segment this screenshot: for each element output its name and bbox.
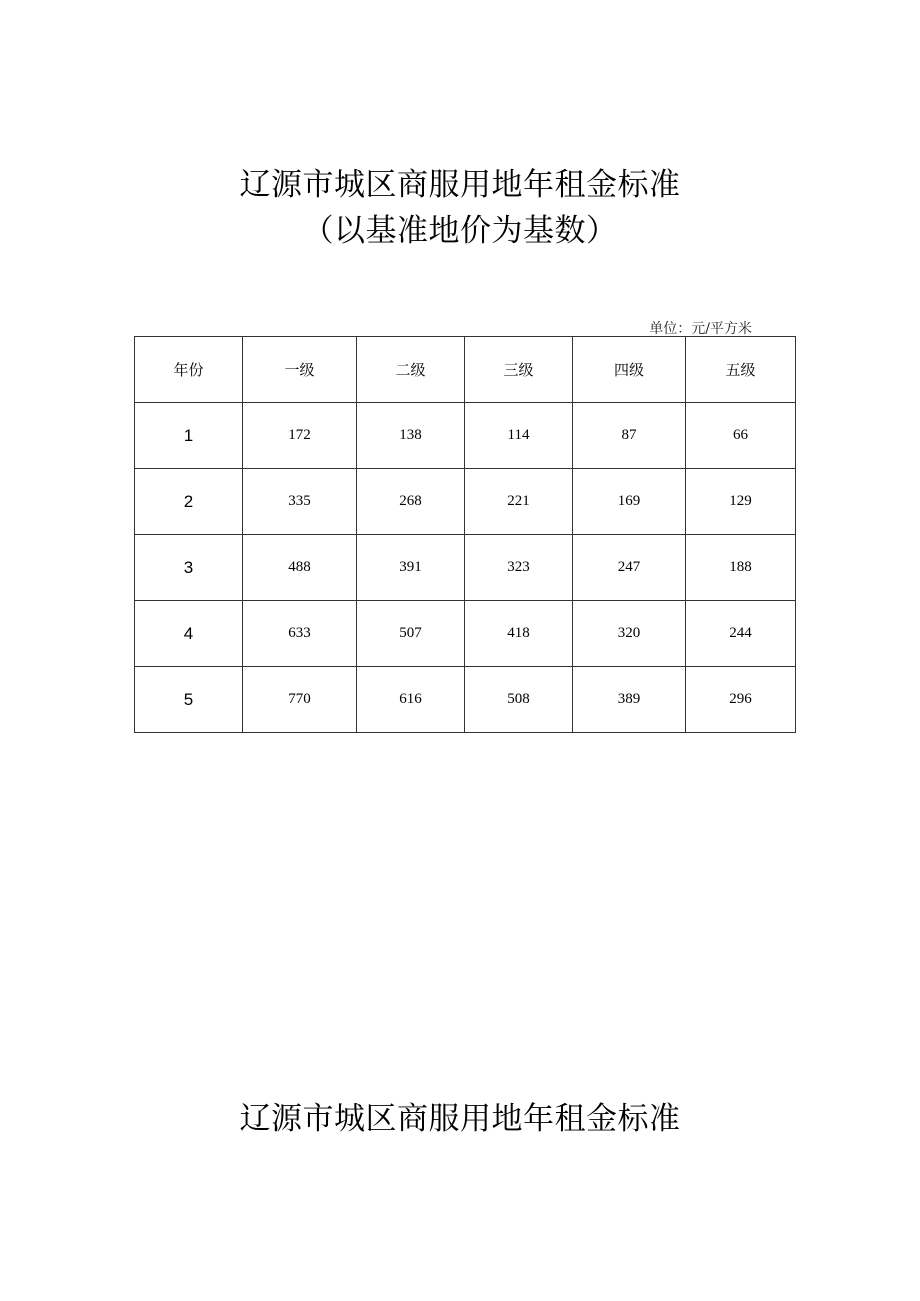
- value-cell: 129: [686, 469, 796, 535]
- header-grade-4: 四级: [573, 337, 686, 403]
- header-grade-3: 三级: [465, 337, 573, 403]
- value-cell: 244: [686, 601, 796, 667]
- value-cell: 633: [243, 601, 357, 667]
- value-cell: 247: [573, 535, 686, 601]
- year-cell: 4: [135, 601, 243, 667]
- value-cell: 508: [465, 667, 573, 733]
- value-cell: 87: [573, 403, 686, 469]
- year-cell: 3: [135, 535, 243, 601]
- value-cell: 138: [357, 403, 465, 469]
- table-row: [135, 535, 796, 601]
- value-cell: 389: [573, 667, 686, 733]
- unit-label: 单位：元/平方米: [649, 321, 752, 337]
- value-cell: 320: [573, 601, 686, 667]
- year-cell: 5: [135, 667, 243, 733]
- value-cell: 221: [465, 469, 573, 535]
- table-row: [135, 667, 796, 733]
- value-cell: 335: [243, 469, 357, 535]
- value-cell: 268: [357, 469, 465, 535]
- value-cell: 114: [465, 403, 573, 469]
- repeat-title: 辽源市城区商服用地年租金标准: [239, 1101, 681, 1137]
- value-cell: 391: [357, 535, 465, 601]
- table-header-row: [135, 337, 796, 403]
- year-cell: 2: [135, 469, 243, 535]
- value-cell: 616: [357, 667, 465, 733]
- header-grade-1: 一级: [243, 337, 357, 403]
- value-cell: 507: [357, 601, 465, 667]
- value-cell: 172: [243, 403, 357, 469]
- value-cell: 488: [243, 535, 357, 601]
- header-grade-5: 五级: [686, 337, 796, 403]
- value-cell: 418: [465, 601, 573, 667]
- value-cell: 296: [686, 667, 796, 733]
- value-cell: 66: [686, 403, 796, 469]
- value-cell: 188: [686, 535, 796, 601]
- page-subtitle: （以基准地价为基数）: [302, 213, 618, 249]
- year-cell: 1: [135, 403, 243, 469]
- header-grade-2: 二级: [357, 337, 465, 403]
- value-cell: 169: [573, 469, 686, 535]
- rent-table: [134, 336, 796, 733]
- table-row: [135, 601, 796, 667]
- header-year: 年份: [135, 337, 243, 403]
- value-cell: 770: [243, 667, 357, 733]
- table-row: [135, 469, 796, 535]
- value-cell: 323: [465, 535, 573, 601]
- page-title: 辽源市城区商服用地年租金标准: [239, 167, 681, 203]
- table-row: [135, 403, 796, 469]
